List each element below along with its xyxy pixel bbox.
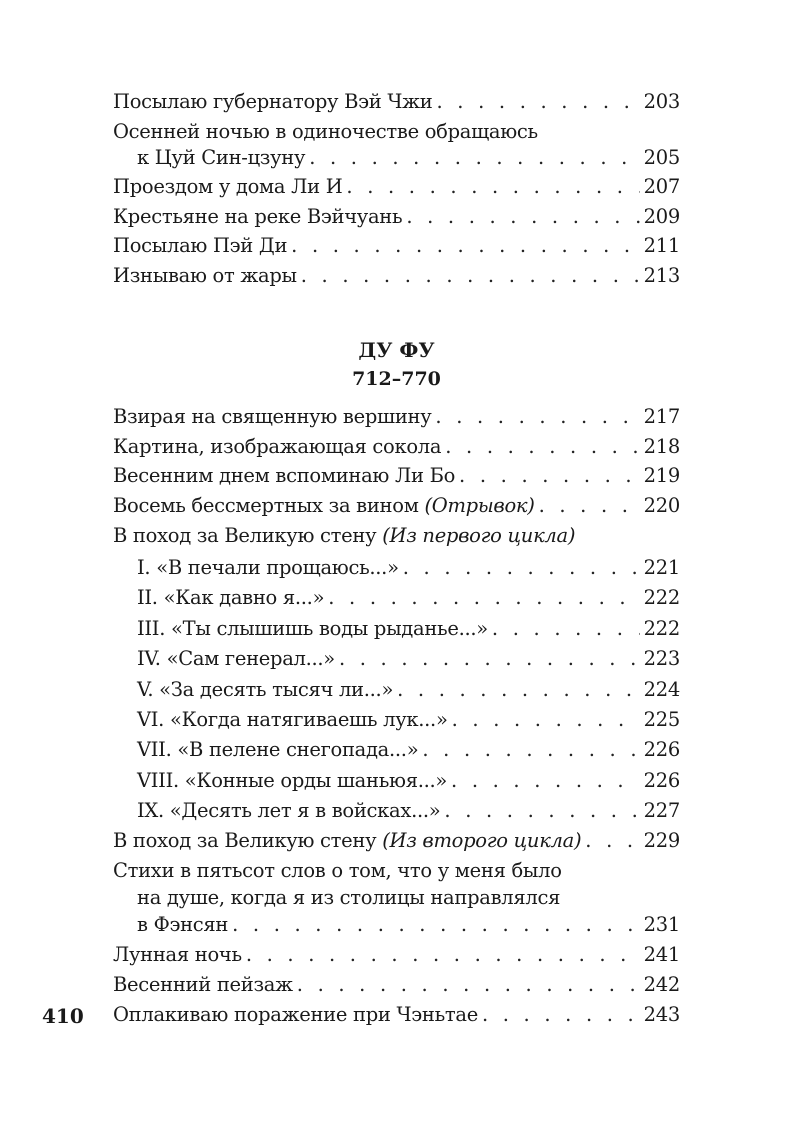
- entry-page: 225: [643, 708, 680, 731]
- toc-subentry: [113, 705, 680, 735]
- entry-page: 222: [643, 586, 680, 609]
- entry-page: 242: [643, 973, 680, 996]
- entry-page: 211: [643, 234, 680, 257]
- entry-title: [113, 491, 535, 521]
- toc-entry: [113, 1000, 680, 1030]
- entry-page: 241: [643, 943, 680, 966]
- entry-title: I. «В печали прощаюсь...»: [137, 556, 399, 579]
- toc-entry: [113, 491, 680, 521]
- dot-leader: [444, 796, 639, 826]
- dot-leader: [301, 261, 640, 291]
- toc-subentry: [113, 675, 680, 705]
- dot-leader: [406, 202, 639, 232]
- entry-title: Осенней ночью в одиночестве обращаюсь: [113, 120, 538, 143]
- entry-page: 226: [643, 738, 680, 761]
- toc-subentry: [113, 766, 680, 796]
- toc-subentry: [113, 553, 680, 583]
- entry-title: на душе, когда я из столицы направлялся: [137, 886, 561, 909]
- dot-leader: [232, 910, 640, 940]
- dot-leader: [451, 766, 640, 796]
- entry-title: VIII. «Конные орды шаньюя...»: [137, 769, 448, 792]
- entry-title-text: Восемь бессмертных за вином: [113, 494, 419, 517]
- entry-title: Картина, изображающая сокола: [113, 435, 442, 458]
- dot-leader: [291, 231, 640, 261]
- entry-title: Посылаю губернатору Вэй Чжи: [113, 90, 433, 113]
- toc-entry: [113, 172, 680, 202]
- entry-title: V. «За десять тысяч ли...»: [137, 678, 394, 701]
- toc-entry: [113, 87, 680, 117]
- dot-leader: [585, 826, 639, 856]
- entry-title: Проездом у дома Ли И: [113, 175, 343, 198]
- entry-title: Оплакиваю поражение при Чэньтае: [113, 1003, 478, 1026]
- toc-entry: [113, 826, 680, 856]
- dot-leader: [397, 675, 640, 705]
- entry-page: 205: [643, 146, 680, 169]
- dot-leader: [445, 432, 639, 462]
- page-number: 410: [42, 1004, 84, 1028]
- entry-page: 229: [643, 829, 680, 852]
- entry-page: 219: [643, 464, 680, 487]
- dot-leader: [482, 1000, 640, 1030]
- entry-page: 226: [643, 769, 680, 792]
- dot-leader: [435, 402, 639, 432]
- entry-title: Взирая на священную вершину: [113, 405, 432, 428]
- toc-entry-continuation: [113, 143, 680, 173]
- toc-entry: [113, 432, 680, 462]
- dot-leader: [437, 87, 640, 117]
- entry-title: к Цуй Син-цзуну: [137, 146, 306, 169]
- toc-subentry: [113, 614, 680, 644]
- toc-entry: [113, 461, 680, 491]
- section-author: ДУ ФУ: [358, 338, 435, 362]
- entry-title: [113, 826, 581, 856]
- toc-entry: [113, 970, 680, 1000]
- entry-title: [113, 521, 575, 551]
- toc-entry: [113, 231, 680, 261]
- entry-page: 231: [643, 913, 680, 936]
- entry-note: (Из первого цикла): [382, 524, 576, 547]
- entry-title-text: В поход за Великую стену: [113, 829, 377, 852]
- dot-leader: [328, 583, 639, 613]
- entry-page: 222: [643, 617, 680, 640]
- toc-entry: [113, 521, 680, 551]
- entry-title: Стихи в пятьсот слов о том, что у меня было: [113, 859, 562, 882]
- entry-title: Посылаю Пэй Ди: [113, 234, 288, 257]
- entry-title: Весенний пейзаж: [113, 973, 293, 996]
- toc-subentry: [113, 796, 680, 826]
- entry-page: 203: [643, 90, 680, 113]
- entry-page: 218: [643, 435, 680, 458]
- toc-entry-continuation: [113, 910, 680, 940]
- entry-title: Лунная ночь: [113, 943, 242, 966]
- entry-title: IX. «Десять лет я в войсках...»: [137, 799, 441, 822]
- toc-subentry: [113, 644, 680, 674]
- dot-leader: [309, 143, 639, 173]
- toc-entry: [113, 940, 680, 970]
- entry-page: 221: [643, 556, 680, 579]
- entry-note: (Отрывок): [424, 494, 535, 517]
- dot-leader: [246, 940, 640, 970]
- dot-leader: [492, 614, 640, 644]
- toc-entry: [113, 261, 680, 291]
- entry-page: 217: [643, 405, 680, 428]
- entry-page: 220: [643, 494, 680, 517]
- entry-title-text: В поход за Великую стену: [113, 524, 377, 547]
- entry-page: 207: [643, 175, 680, 198]
- entry-page: 224: [643, 678, 680, 701]
- entry-title: Весенним днем вспоминаю Ли Бо: [113, 464, 456, 487]
- toc-entry: [113, 402, 680, 432]
- toc-subentry: [113, 735, 680, 765]
- entry-title: VI. «Когда натягиваешь лук...»: [137, 708, 448, 731]
- entry-page: 223: [643, 647, 680, 670]
- dot-leader: [539, 491, 640, 521]
- entry-title: VII. «В пелене снегопада...»: [137, 738, 419, 761]
- dot-leader: [339, 644, 640, 674]
- dot-leader: [346, 172, 639, 202]
- toc-subentry: [113, 583, 680, 613]
- entry-page: 243: [643, 1003, 680, 1026]
- dot-leader: [459, 461, 640, 491]
- entry-title: III. «Ты слышишь воды рыданье...»: [137, 617, 488, 640]
- dot-leader: [452, 705, 640, 735]
- entry-note: (Из второго цикла): [382, 829, 582, 852]
- entry-page: 227: [643, 799, 680, 822]
- dot-leader: [297, 970, 640, 1000]
- dot-leader: [403, 553, 640, 583]
- entry-title: Крестьяне на реке Вэйчуань: [113, 205, 403, 228]
- toc-entry-continuation: [113, 883, 680, 913]
- entry-page: 213: [643, 264, 680, 287]
- toc-entry: [113, 856, 680, 886]
- section-years: 712–770: [352, 368, 441, 390]
- entry-title: IV. «Сам генерал...»: [137, 647, 335, 670]
- entry-page: 209: [643, 205, 680, 228]
- dot-leader: [422, 735, 639, 765]
- entry-title: Изнываю от жары: [113, 264, 297, 287]
- entry-title: в Фэнсян: [137, 913, 229, 936]
- entry-title: II. «Как давно я...»: [137, 586, 325, 609]
- toc-entry: [113, 202, 680, 232]
